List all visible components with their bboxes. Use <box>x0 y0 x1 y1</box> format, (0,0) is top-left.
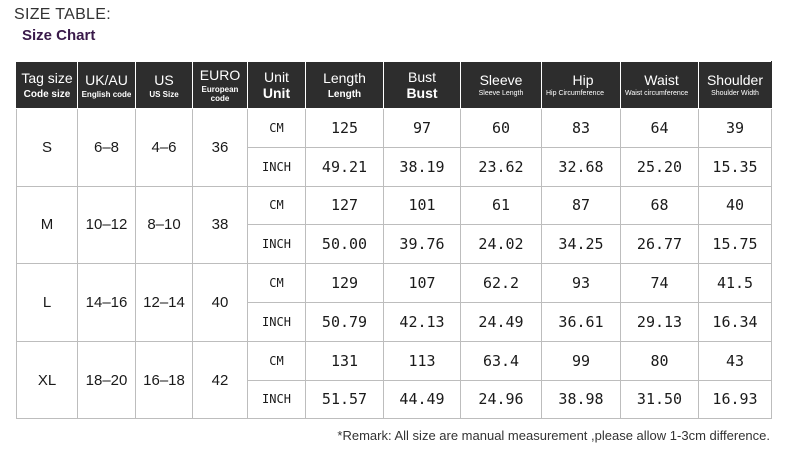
unit-cell: CM <box>248 186 306 225</box>
waist-cell: 31.50 <box>621 380 699 419</box>
hip-cell: 93 <box>542 264 621 303</box>
length-cell: 51.57 <box>306 380 384 419</box>
uk-au-cell: 10–12 <box>78 186 136 264</box>
table-row <box>17 264 772 303</box>
waist-cell: 29.13 <box>621 302 699 341</box>
size-tag-cell: S <box>17 109 78 187</box>
shoulder-cell: 40 <box>699 186 772 225</box>
hip-cell: 99 <box>542 341 621 380</box>
header-waist: Waist Waist circumference <box>621 62 699 109</box>
uk-au-cell: 14–16 <box>78 264 136 342</box>
sleeve-cell: 24.49 <box>461 302 542 341</box>
shoulder-cell: 16.34 <box>699 302 772 341</box>
table-row <box>17 341 772 380</box>
length-cell: 50.00 <box>306 225 384 264</box>
header-euro: EURO European code <box>193 62 248 109</box>
unit-cell: INCH <box>248 302 306 341</box>
header-tag-size: Tag size Code size <box>17 62 78 109</box>
remark-note: *Remark: All size are manual measurement ,please allow 1-3cm difference. <box>337 428 770 443</box>
waist-cell: 25.20 <box>621 147 699 186</box>
unit-cell: CM <box>248 341 306 380</box>
shoulder-cell: 16.93 <box>699 380 772 419</box>
waist-cell: 64 <box>621 109 699 148</box>
waist-cell: 80 <box>621 341 699 380</box>
shoulder-cell: 41.5 <box>699 264 772 303</box>
sleeve-cell: 60 <box>461 109 542 148</box>
length-cell: 131 <box>306 341 384 380</box>
shoulder-cell: 39 <box>699 109 772 148</box>
table-row <box>17 109 772 148</box>
length-cell: 50.79 <box>306 302 384 341</box>
unit-cell: CM <box>248 264 306 303</box>
euro-size-cell: 40 <box>193 264 248 342</box>
size-tag-cell: XL <box>17 341 78 419</box>
unit-cell: CM <box>248 109 306 148</box>
table-body <box>17 109 772 419</box>
bust-cell: 42.13 <box>384 302 461 341</box>
waist-cell: 26.77 <box>621 225 699 264</box>
bust-cell: 44.49 <box>384 380 461 419</box>
bust-cell: 97 <box>384 109 461 148</box>
us-size-cell: 12–14 <box>136 264 193 342</box>
euro-size-cell: 42 <box>193 341 248 419</box>
unit-cell: INCH <box>248 380 306 419</box>
bust-cell: 101 <box>384 186 461 225</box>
sleeve-cell: 62.2 <box>461 264 542 303</box>
bust-cell: 107 <box>384 264 461 303</box>
length-cell: 127 <box>306 186 384 225</box>
sleeve-cell: 24.96 <box>461 380 542 419</box>
shoulder-cell: 43 <box>699 341 772 380</box>
hip-cell: 36.61 <box>542 302 621 341</box>
bust-cell: 38.19 <box>384 147 461 186</box>
header-hip: Hip Hip Circumference <box>542 62 621 109</box>
sleeve-cell: 63.4 <box>461 341 542 380</box>
header-sleeve: Sleeve Sleeve Length <box>461 62 542 109</box>
uk-au-cell: 18–20 <box>78 341 136 419</box>
waist-cell: 68 <box>621 186 699 225</box>
size-tag-cell: L <box>17 264 78 342</box>
length-cell: 49.21 <box>306 147 384 186</box>
hip-cell: 83 <box>542 109 621 148</box>
header-bust: Bust Bust <box>384 62 461 109</box>
shoulder-cell: 15.35 <box>699 147 772 186</box>
us-size-cell: 16–18 <box>136 341 193 419</box>
hip-cell: 87 <box>542 186 621 225</box>
waist-cell: 74 <box>621 264 699 303</box>
hip-cell: 38.98 <box>542 380 621 419</box>
size-table <box>16 61 772 419</box>
unit-cell: INCH <box>248 147 306 186</box>
uk-au-cell: 6–8 <box>78 109 136 187</box>
sleeve-cell: 61 <box>461 186 542 225</box>
length-cell: 129 <box>306 264 384 303</box>
sleeve-cell: 24.02 <box>461 225 542 264</box>
us-size-cell: 8–10 <box>136 186 193 264</box>
hip-cell: 34.25 <box>542 225 621 264</box>
unit-cell: INCH <box>248 225 306 264</box>
us-size-cell: 4–6 <box>136 109 193 187</box>
size-tag-cell: M <box>17 186 78 264</box>
header-length: Length Length <box>306 62 384 109</box>
page-subtitle: Size Chart <box>22 27 96 44</box>
page-title: SIZE TABLE: <box>14 6 111 23</box>
euro-size-cell: 38 <box>193 186 248 264</box>
header-row <box>17 62 772 109</box>
euro-size-cell: 36 <box>193 109 248 187</box>
header-shoulder: Shoulder Shoulder Width <box>699 62 772 109</box>
header-us: US US Size <box>136 62 193 109</box>
table-row <box>17 186 772 225</box>
shoulder-cell: 15.75 <box>699 225 772 264</box>
header-uk-au: UK/AU English code <box>78 62 136 109</box>
length-cell: 125 <box>306 109 384 148</box>
header-unit: Unit Unit <box>248 62 306 109</box>
sleeve-cell: 23.62 <box>461 147 542 186</box>
hip-cell: 32.68 <box>542 147 621 186</box>
bust-cell: 113 <box>384 341 461 380</box>
bust-cell: 39.76 <box>384 225 461 264</box>
